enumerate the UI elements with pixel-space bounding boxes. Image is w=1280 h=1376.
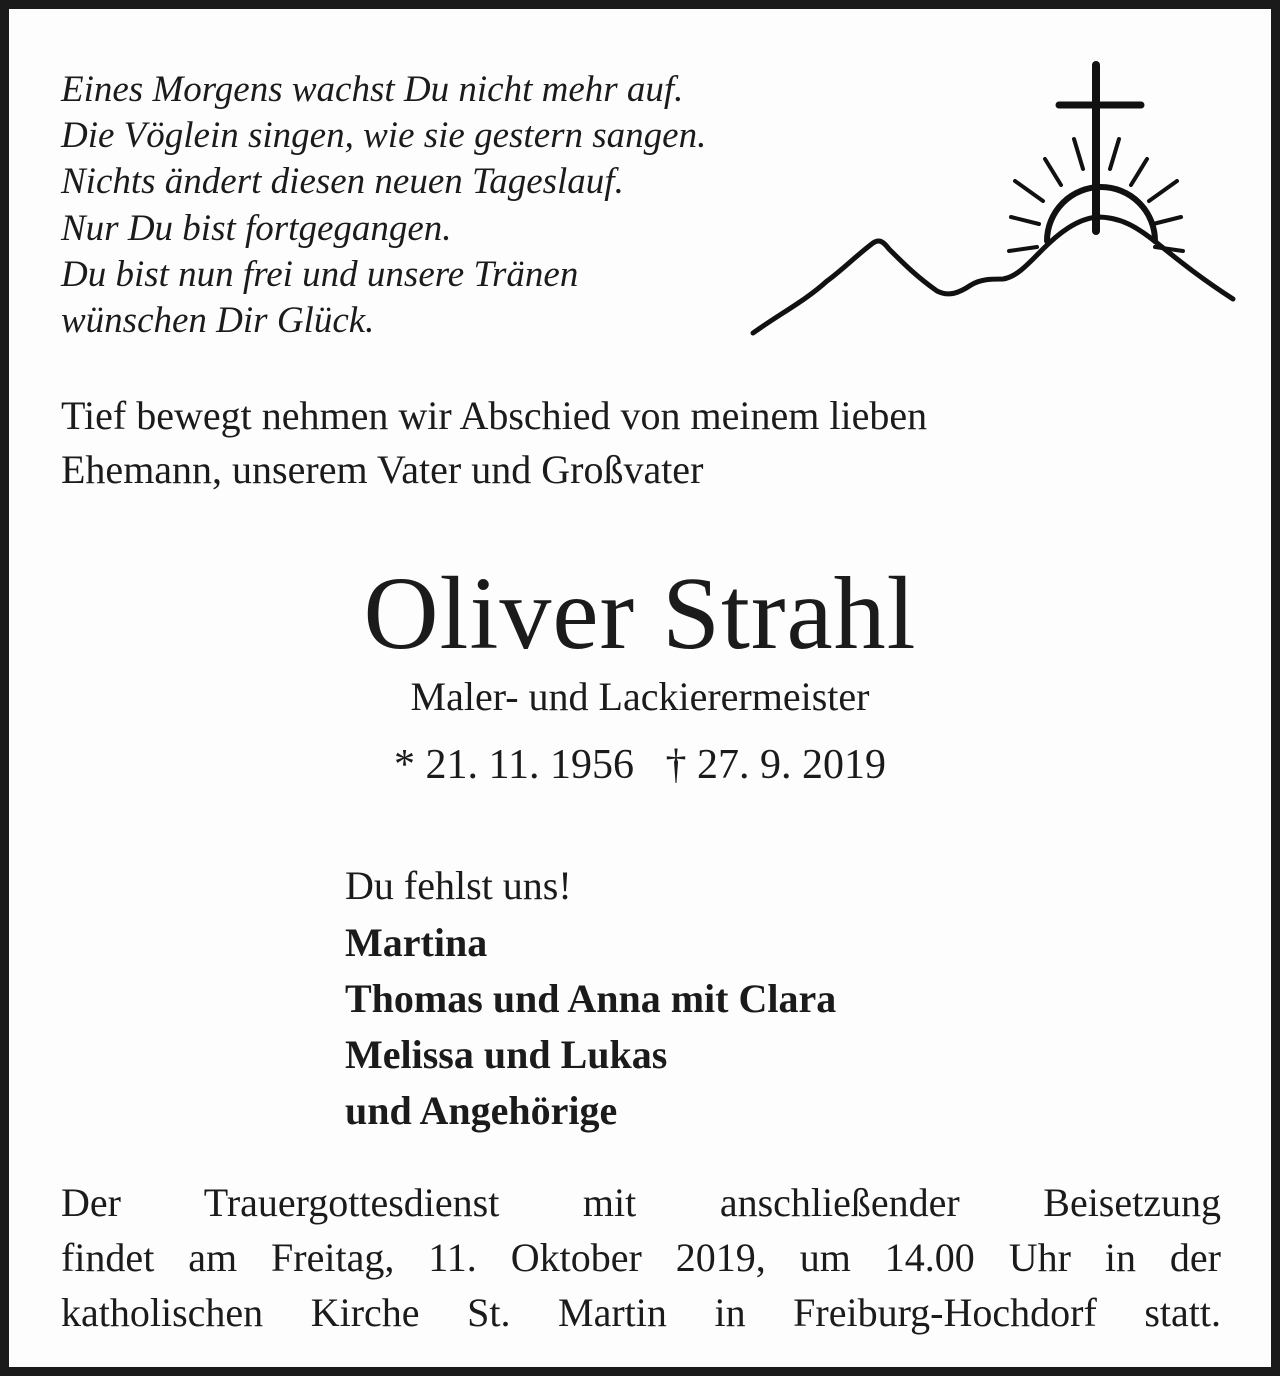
mourner-name: Martina	[345, 920, 488, 965]
mourner-name: und Angehörige	[345, 1088, 618, 1133]
poem-line: Nichts ändert diesen neuen Tageslauf.	[61, 161, 624, 203]
life-dates: * 21. 11. 1956 † 27. 9. 2019	[394, 742, 886, 788]
funeral-service-info	[61, 1175, 1221, 1340]
intro-line: Tief bewegt nehmen wir Abschied von meinem lieben	[61, 393, 928, 438]
service-line: findet am Freitag, 11. Oktober 2019, um 14.00 Uhr in der	[61, 1235, 1221, 1280]
mourners-block	[345, 859, 1145, 1139]
poem-line: Du bist nun frei und unsere Tränen	[61, 253, 579, 295]
mourner-name: Thomas und Anna mit Clara	[345, 976, 837, 1021]
missing-you-text: Du fehlst uns!	[345, 863, 572, 908]
poem-line: Nur Du bist fortgegangen.	[61, 207, 452, 249]
service-line: katholischen Kirche St. Martin in Freiburg-Hochdorf statt.	[61, 1290, 1221, 1335]
intro-line: Ehemann, unserem Vater und Großvater	[61, 447, 704, 492]
poem-line: Die Vöglein singen, wie sie gestern sangen.	[61, 115, 707, 157]
poem-line: wünschen Dir Glück.	[61, 300, 375, 342]
poem-line: Eines Morgens wachst Du nicht mehr auf.	[61, 69, 684, 110]
service-line: Der Trauergottesdienst mit anschließender Beisetzung	[61, 1180, 1221, 1225]
cross-on-hill-with-rising-sun-icon	[741, 51, 1241, 351]
mourner-name: Melissa und Lukas	[345, 1032, 668, 1077]
deceased-profession: Maler- und Lackierermeister	[410, 674, 870, 719]
farewell-intro	[61, 389, 1211, 497]
memorial-poem	[61, 67, 781, 344]
deceased-name: Oliver Strahl	[363, 556, 917, 671]
